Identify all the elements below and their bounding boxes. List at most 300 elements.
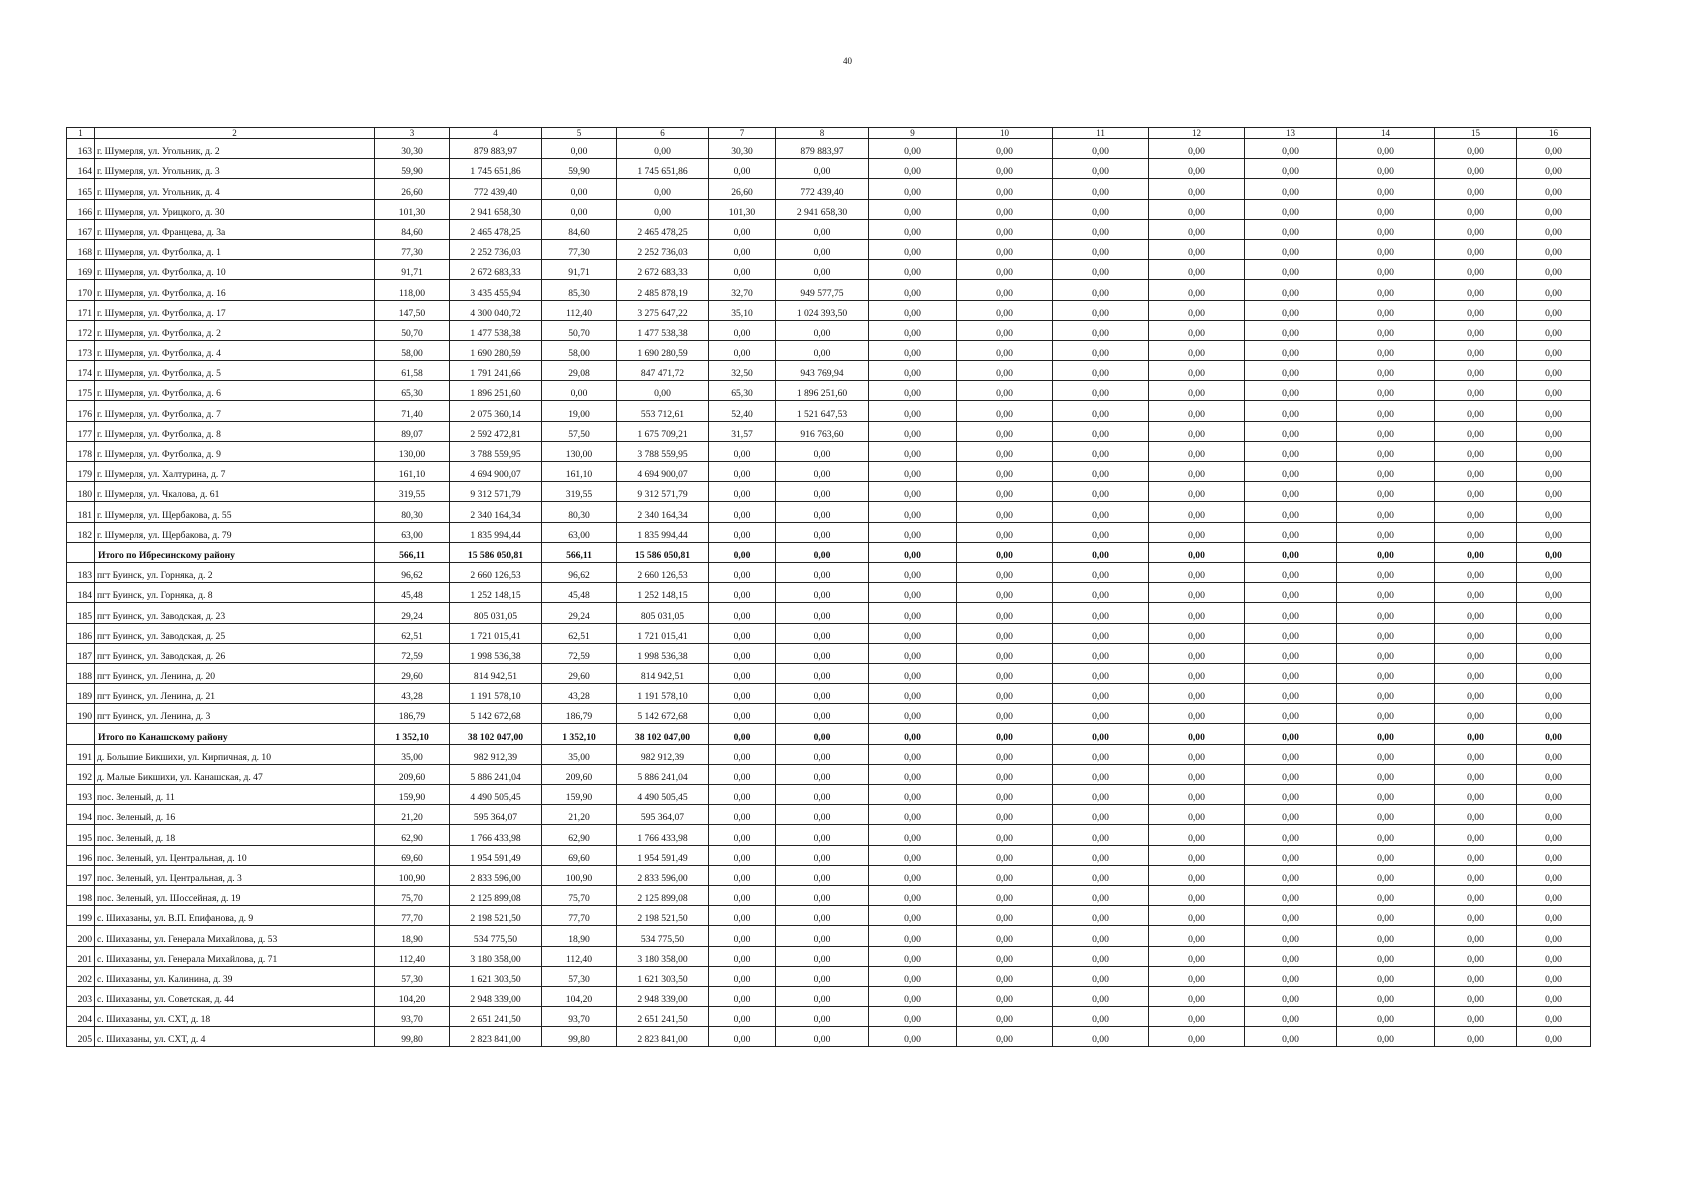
value-cell: 0,00 xyxy=(869,502,957,522)
value-cell: 0,00 xyxy=(957,219,1053,239)
value-cell: 0,00 xyxy=(1245,159,1337,179)
value-cell: 2 833 596,00 xyxy=(450,865,542,885)
value-cell: 0,00 xyxy=(709,260,776,280)
value-cell: 18,90 xyxy=(375,926,450,946)
value-cell: 0,00 xyxy=(869,684,957,704)
value-cell: 1 721 015,41 xyxy=(617,623,709,643)
value-cell: 0,00 xyxy=(1517,603,1591,623)
value-cell: 0,00 xyxy=(1245,219,1337,239)
value-cell: 0,00 xyxy=(776,340,869,360)
value-cell: 0,00 xyxy=(1517,239,1591,259)
value-cell: 5 142 672,68 xyxy=(617,704,709,724)
value-cell: 0,00 xyxy=(1435,502,1517,522)
value-cell: 0,00 xyxy=(1517,926,1591,946)
value-cell: 0,00 xyxy=(1149,865,1245,885)
value-cell: 0,00 xyxy=(1149,280,1245,300)
value-cell: 0,00 xyxy=(1337,623,1435,643)
value-cell: 2 125 899,08 xyxy=(617,885,709,905)
value-cell: 0,00 xyxy=(1053,845,1149,865)
value-cell: 3 788 559,95 xyxy=(450,441,542,461)
column-header: 16 xyxy=(1517,128,1591,139)
value-cell: 0,00 xyxy=(709,684,776,704)
value-cell: 58,00 xyxy=(542,340,617,360)
value-cell: 0,00 xyxy=(776,684,869,704)
value-cell: 0,00 xyxy=(957,361,1053,381)
value-cell: 0,00 xyxy=(1337,684,1435,704)
value-cell: 0,00 xyxy=(1245,542,1337,562)
row-number: 169 xyxy=(67,260,95,280)
value-cell: 0,00 xyxy=(1053,421,1149,441)
table-row xyxy=(67,159,1591,179)
value-cell: 0,00 xyxy=(1149,320,1245,340)
value-cell: 0,00 xyxy=(1245,785,1337,805)
value-cell: 65,30 xyxy=(709,381,776,401)
value-cell: 0,00 xyxy=(1517,704,1591,724)
value-cell: 0,00 xyxy=(1053,663,1149,683)
value-cell: 1 191 578,10 xyxy=(617,684,709,704)
value-cell: 15 586 050,81 xyxy=(617,542,709,562)
value-cell: 0,00 xyxy=(1337,340,1435,360)
value-cell: 2 672 683,33 xyxy=(450,260,542,280)
row-number: 191 xyxy=(67,744,95,764)
page-number: 40 xyxy=(843,56,852,66)
value-cell: 1 721 015,41 xyxy=(450,623,542,643)
value-cell: 0,00 xyxy=(957,260,1053,280)
value-cell: 0,00 xyxy=(1517,219,1591,239)
value-cell: 0,00 xyxy=(1337,583,1435,603)
value-cell: 4 490 505,45 xyxy=(450,785,542,805)
value-cell: 0,00 xyxy=(1435,946,1517,966)
value-cell: 0,00 xyxy=(1435,139,1517,159)
value-cell: 0,00 xyxy=(957,1007,1053,1027)
value-cell: 0,00 xyxy=(1517,663,1591,683)
value-cell: 130,00 xyxy=(375,441,450,461)
value-cell: 0,00 xyxy=(1435,906,1517,926)
value-cell: 0,00 xyxy=(1435,825,1517,845)
value-cell: 1 835 994,44 xyxy=(450,522,542,542)
value-cell: 0,00 xyxy=(709,845,776,865)
value-cell: 0,00 xyxy=(776,502,869,522)
value-cell: 80,30 xyxy=(375,502,450,522)
value-cell: 9 312 571,79 xyxy=(617,482,709,502)
value-cell: 2 340 164,34 xyxy=(617,502,709,522)
value-cell: 0,00 xyxy=(1149,805,1245,825)
value-cell: 0,00 xyxy=(1053,805,1149,825)
value-cell: 0,00 xyxy=(1517,684,1591,704)
address-cell: г. Шумерля, ул. Щербакова, д. 55 xyxy=(95,502,375,522)
value-cell: 0,00 xyxy=(869,1027,957,1047)
row-number: 168 xyxy=(67,239,95,259)
value-cell: 0,00 xyxy=(1337,825,1435,845)
value-cell: 0,00 xyxy=(869,885,957,905)
value-cell: 772 439,40 xyxy=(776,179,869,199)
value-cell: 0,00 xyxy=(1517,381,1591,401)
value-cell: 0,00 xyxy=(1053,966,1149,986)
row-number: 170 xyxy=(67,280,95,300)
value-cell: 0,00 xyxy=(1149,684,1245,704)
value-cell: 0,00 xyxy=(542,381,617,401)
value-cell: 1 477 538,38 xyxy=(450,320,542,340)
value-cell: 0,00 xyxy=(869,986,957,1006)
value-cell: 0,00 xyxy=(1435,663,1517,683)
value-cell: 0,00 xyxy=(1517,199,1591,219)
value-cell: 0,00 xyxy=(1435,704,1517,724)
value-cell: 0,00 xyxy=(869,744,957,764)
value-cell: 0,00 xyxy=(1149,239,1245,259)
row-number: 178 xyxy=(67,441,95,461)
value-cell: 0,00 xyxy=(1517,1027,1591,1047)
value-cell: 5 886 241,04 xyxy=(617,764,709,784)
value-cell: 0,00 xyxy=(957,562,1053,582)
value-cell: 0,00 xyxy=(869,865,957,885)
value-cell: 0,00 xyxy=(957,421,1053,441)
value-cell: 1 252 148,15 xyxy=(450,583,542,603)
column-header: 5 xyxy=(542,128,617,139)
value-cell: 0,00 xyxy=(1245,865,1337,885)
address-cell: с. Шихазаны, ул. Советская, д. 44 xyxy=(95,986,375,1006)
value-cell: 0,00 xyxy=(1245,462,1337,482)
value-cell: 4 490 505,45 xyxy=(617,785,709,805)
value-cell: 0,00 xyxy=(957,865,1053,885)
value-cell: 1 766 433,98 xyxy=(617,825,709,845)
value-cell: 59,90 xyxy=(542,159,617,179)
value-cell: 0,00 xyxy=(957,885,1053,905)
value-cell: 0,00 xyxy=(1149,139,1245,159)
value-cell: 0,00 xyxy=(1517,502,1591,522)
value-cell: 0,00 xyxy=(1337,885,1435,905)
table-row xyxy=(67,805,1591,825)
value-cell: 0,00 xyxy=(1149,643,1245,663)
value-cell: 57,30 xyxy=(375,966,450,986)
value-cell: 0,00 xyxy=(1245,845,1337,865)
value-cell: 0,00 xyxy=(1149,603,1245,623)
value-cell: 0,00 xyxy=(1435,361,1517,381)
value-cell: 0,00 xyxy=(1435,542,1517,562)
row-number: 171 xyxy=(67,300,95,320)
value-cell: 0,00 xyxy=(869,239,957,259)
value-cell: 0,00 xyxy=(709,865,776,885)
value-cell: 0,00 xyxy=(1053,865,1149,885)
value-cell: 0,00 xyxy=(709,502,776,522)
value-cell: 99,80 xyxy=(375,1027,450,1047)
value-cell: 2 198 521,50 xyxy=(450,906,542,926)
table-row xyxy=(67,239,1591,259)
table-row xyxy=(67,764,1591,784)
address-cell: г. Шумерля, ул. Футболка, д. 7 xyxy=(95,401,375,421)
value-cell: 0,00 xyxy=(1149,825,1245,845)
value-cell: 0,00 xyxy=(709,462,776,482)
value-cell: 0,00 xyxy=(1053,401,1149,421)
table-row xyxy=(67,562,1591,582)
value-cell: 0,00 xyxy=(957,764,1053,784)
row-number: 201 xyxy=(67,946,95,966)
value-cell: 0,00 xyxy=(1053,502,1149,522)
value-cell: 80,30 xyxy=(542,502,617,522)
value-cell: 62,51 xyxy=(375,623,450,643)
value-cell: 0,00 xyxy=(957,239,1053,259)
value-cell: 0,00 xyxy=(1435,885,1517,905)
value-cell: 50,70 xyxy=(375,320,450,340)
value-cell: 0,00 xyxy=(1517,845,1591,865)
value-cell: 75,70 xyxy=(375,885,450,905)
value-cell: 0,00 xyxy=(1053,381,1149,401)
value-cell: 29,24 xyxy=(542,603,617,623)
value-cell: 5 886 241,04 xyxy=(450,764,542,784)
value-cell: 0,00 xyxy=(1517,805,1591,825)
value-cell: 0,00 xyxy=(1435,684,1517,704)
address-cell: г. Шумерля, ул. Футболка, д. 2 xyxy=(95,320,375,340)
value-cell: 0,00 xyxy=(869,724,957,744)
value-cell: 0,00 xyxy=(1245,825,1337,845)
value-cell: 84,60 xyxy=(542,219,617,239)
value-cell: 0,00 xyxy=(1053,522,1149,542)
value-cell: 0,00 xyxy=(1337,522,1435,542)
value-cell: 0,00 xyxy=(1435,522,1517,542)
value-cell: 130,00 xyxy=(542,441,617,461)
value-cell: 2 941 658,30 xyxy=(776,199,869,219)
value-cell: 0,00 xyxy=(1053,825,1149,845)
row-number: 192 xyxy=(67,764,95,784)
table-row xyxy=(67,845,1591,865)
value-cell: 1 252 148,15 xyxy=(617,583,709,603)
value-cell: 45,48 xyxy=(375,583,450,603)
value-cell: 84,60 xyxy=(375,219,450,239)
value-cell: 0,00 xyxy=(869,320,957,340)
value-cell: 0,00 xyxy=(1053,1027,1149,1047)
value-cell: 0,00 xyxy=(709,805,776,825)
table-row xyxy=(67,684,1591,704)
column-header: 10 xyxy=(957,128,1053,139)
value-cell: 2 465 478,25 xyxy=(617,219,709,239)
value-cell: 0,00 xyxy=(869,280,957,300)
value-cell: 32,70 xyxy=(709,280,776,300)
value-cell: 0,00 xyxy=(1435,966,1517,986)
value-cell: 0,00 xyxy=(776,906,869,926)
table-row xyxy=(67,583,1591,603)
value-cell: 0,00 xyxy=(1245,1027,1337,1047)
value-cell: 0,00 xyxy=(1337,159,1435,179)
value-cell: 0,00 xyxy=(1053,986,1149,1006)
value-cell: 0,00 xyxy=(1245,300,1337,320)
address-cell: г. Шумерля, ул. Урицкого, д. 30 xyxy=(95,199,375,219)
value-cell: 0,00 xyxy=(1053,1007,1149,1027)
value-cell: 2 672 683,33 xyxy=(617,260,709,280)
value-cell: 847 471,72 xyxy=(617,361,709,381)
value-cell: 2 252 736,03 xyxy=(450,239,542,259)
value-cell: 0,00 xyxy=(1245,522,1337,542)
value-cell: 0,00 xyxy=(869,845,957,865)
value-cell: 0,00 xyxy=(1149,906,1245,926)
value-cell: 0,00 xyxy=(709,946,776,966)
table-row xyxy=(67,986,1591,1006)
address-cell: д. Малые Бикшихи, ул. Канашская, д. 47 xyxy=(95,764,375,784)
value-cell: 159,90 xyxy=(542,785,617,805)
value-cell: 879 883,97 xyxy=(776,139,869,159)
value-cell: 0,00 xyxy=(1149,623,1245,643)
value-cell: 2 833 596,00 xyxy=(617,865,709,885)
value-cell: 0,00 xyxy=(1435,1027,1517,1047)
value-cell: 26,60 xyxy=(375,179,450,199)
value-cell: 0,00 xyxy=(957,724,1053,744)
value-cell: 0,00 xyxy=(957,906,1053,926)
value-cell: 0,00 xyxy=(1337,179,1435,199)
value-cell: 0,00 xyxy=(1149,562,1245,582)
value-cell: 0,00 xyxy=(776,462,869,482)
value-cell: 1 896 251,60 xyxy=(450,381,542,401)
row-number: 184 xyxy=(67,583,95,603)
value-cell: 0,00 xyxy=(617,381,709,401)
value-cell: 1 024 393,50 xyxy=(776,300,869,320)
value-cell: 0,00 xyxy=(869,704,957,724)
value-cell: 0,00 xyxy=(1435,219,1517,239)
value-cell: 0,00 xyxy=(776,704,869,724)
value-cell: 0,00 xyxy=(1435,724,1517,744)
value-cell: 0,00 xyxy=(957,825,1053,845)
value-cell: 0,00 xyxy=(1053,482,1149,502)
value-cell: 0,00 xyxy=(1245,663,1337,683)
value-cell: 0,00 xyxy=(1517,462,1591,482)
value-cell: 4 300 040,72 xyxy=(450,300,542,320)
value-cell: 0,00 xyxy=(1245,805,1337,825)
value-cell: 0,00 xyxy=(776,986,869,1006)
value-cell: 69,60 xyxy=(375,845,450,865)
row-number: 166 xyxy=(67,199,95,219)
value-cell: 0,00 xyxy=(1053,542,1149,562)
value-cell: 0,00 xyxy=(1517,966,1591,986)
row-number: 165 xyxy=(67,179,95,199)
value-cell: 0,00 xyxy=(957,280,1053,300)
value-cell: 0,00 xyxy=(1245,260,1337,280)
value-cell: 0,00 xyxy=(1435,643,1517,663)
table-row xyxy=(67,744,1591,764)
value-cell: 2 125 899,08 xyxy=(450,885,542,905)
table-row xyxy=(67,502,1591,522)
address-cell: пос. Зеленый, д. 11 xyxy=(95,785,375,805)
value-cell: 0,00 xyxy=(776,522,869,542)
value-cell: 0,00 xyxy=(1149,704,1245,724)
value-cell: 0,00 xyxy=(1245,562,1337,582)
value-cell: 879 883,97 xyxy=(450,139,542,159)
value-cell: 38 102 047,00 xyxy=(617,724,709,744)
value-cell: 101,30 xyxy=(375,199,450,219)
value-cell: 0,00 xyxy=(1337,865,1435,885)
value-cell: 0,00 xyxy=(776,724,869,744)
value-cell: 0,00 xyxy=(1245,603,1337,623)
value-cell: 0,00 xyxy=(1245,704,1337,724)
value-cell: 159,90 xyxy=(375,785,450,805)
value-cell: 38 102 047,00 xyxy=(450,724,542,744)
value-cell: 29,24 xyxy=(375,603,450,623)
value-cell: 0,00 xyxy=(1337,441,1435,461)
value-cell: 0,00 xyxy=(1435,785,1517,805)
value-cell: 0,00 xyxy=(1149,401,1245,421)
value-cell: 2 340 164,34 xyxy=(450,502,542,522)
value-cell: 0,00 xyxy=(617,179,709,199)
value-cell: 814 942,51 xyxy=(450,663,542,683)
value-cell: 100,90 xyxy=(375,865,450,885)
value-cell: 0,00 xyxy=(957,926,1053,946)
value-cell: 0,00 xyxy=(709,906,776,926)
value-cell: 1 766 433,98 xyxy=(450,825,542,845)
value-cell: 77,70 xyxy=(542,906,617,926)
value-cell: 0,00 xyxy=(1245,441,1337,461)
value-cell: 0,00 xyxy=(869,643,957,663)
row-number xyxy=(67,542,95,562)
value-cell: 0,00 xyxy=(1245,401,1337,421)
column-header: 1 xyxy=(67,128,95,139)
value-cell: 0,00 xyxy=(776,441,869,461)
value-cell: 0,00 xyxy=(1149,926,1245,946)
value-cell: 0,00 xyxy=(1245,764,1337,784)
value-cell: 91,71 xyxy=(542,260,617,280)
value-cell: 58,00 xyxy=(375,340,450,360)
value-cell: 0,00 xyxy=(709,1007,776,1027)
value-cell: 0,00 xyxy=(1245,623,1337,643)
value-cell: 0,00 xyxy=(1337,462,1435,482)
value-cell: 35,10 xyxy=(709,300,776,320)
value-cell: 566,11 xyxy=(375,542,450,562)
value-cell: 0,00 xyxy=(869,1007,957,1027)
address-cell: г. Шумерля, ул. Футболка, д. 8 xyxy=(95,421,375,441)
value-cell: 1 477 538,38 xyxy=(617,320,709,340)
value-cell: 0,00 xyxy=(957,482,1053,502)
value-cell: 4 694 900,07 xyxy=(617,462,709,482)
value-cell: 982 912,39 xyxy=(617,744,709,764)
value-cell: 0,00 xyxy=(776,785,869,805)
value-cell: 0,00 xyxy=(1053,361,1149,381)
value-cell: 0,00 xyxy=(776,966,869,986)
value-cell: 0,00 xyxy=(869,199,957,219)
value-cell: 0,00 xyxy=(869,179,957,199)
value-cell: 1 954 591,49 xyxy=(617,845,709,865)
value-cell: 1 191 578,10 xyxy=(450,684,542,704)
value-cell: 0,00 xyxy=(869,462,957,482)
row-number: 181 xyxy=(67,502,95,522)
value-cell: 1 690 280,59 xyxy=(617,340,709,360)
value-cell: 112,40 xyxy=(542,946,617,966)
value-cell: 30,30 xyxy=(375,139,450,159)
value-cell: 0,00 xyxy=(709,643,776,663)
value-cell: 0,00 xyxy=(869,583,957,603)
value-cell: 0,00 xyxy=(1149,260,1245,280)
value-cell: 0,00 xyxy=(1435,260,1517,280)
value-cell: 0,00 xyxy=(1245,239,1337,259)
value-cell: 0,00 xyxy=(869,441,957,461)
value-cell: 0,00 xyxy=(869,542,957,562)
value-cell: 4 694 900,07 xyxy=(450,462,542,482)
value-cell: 0,00 xyxy=(1053,885,1149,905)
value-cell: 0,00 xyxy=(1337,361,1435,381)
value-cell: 0,00 xyxy=(1517,906,1591,926)
value-cell: 0,00 xyxy=(776,1027,869,1047)
value-cell: 209,60 xyxy=(542,764,617,784)
value-cell: 0,00 xyxy=(869,522,957,542)
table-row xyxy=(67,300,1591,320)
value-cell: 0,00 xyxy=(1149,966,1245,986)
address-cell: д. Большие Бикшихи, ул. Кирпичная, д. 10 xyxy=(95,744,375,764)
value-cell: 99,80 xyxy=(542,1027,617,1047)
value-cell: 0,00 xyxy=(957,300,1053,320)
value-cell: 1 954 591,49 xyxy=(450,845,542,865)
value-cell: 949 577,75 xyxy=(776,280,869,300)
value-cell: 0,00 xyxy=(1053,643,1149,663)
table-row xyxy=(67,441,1591,461)
value-cell: 65,30 xyxy=(375,381,450,401)
value-cell: 2 941 658,30 xyxy=(450,199,542,219)
value-cell: 0,00 xyxy=(957,805,1053,825)
row-number: 188 xyxy=(67,663,95,683)
value-cell: 0,00 xyxy=(957,522,1053,542)
